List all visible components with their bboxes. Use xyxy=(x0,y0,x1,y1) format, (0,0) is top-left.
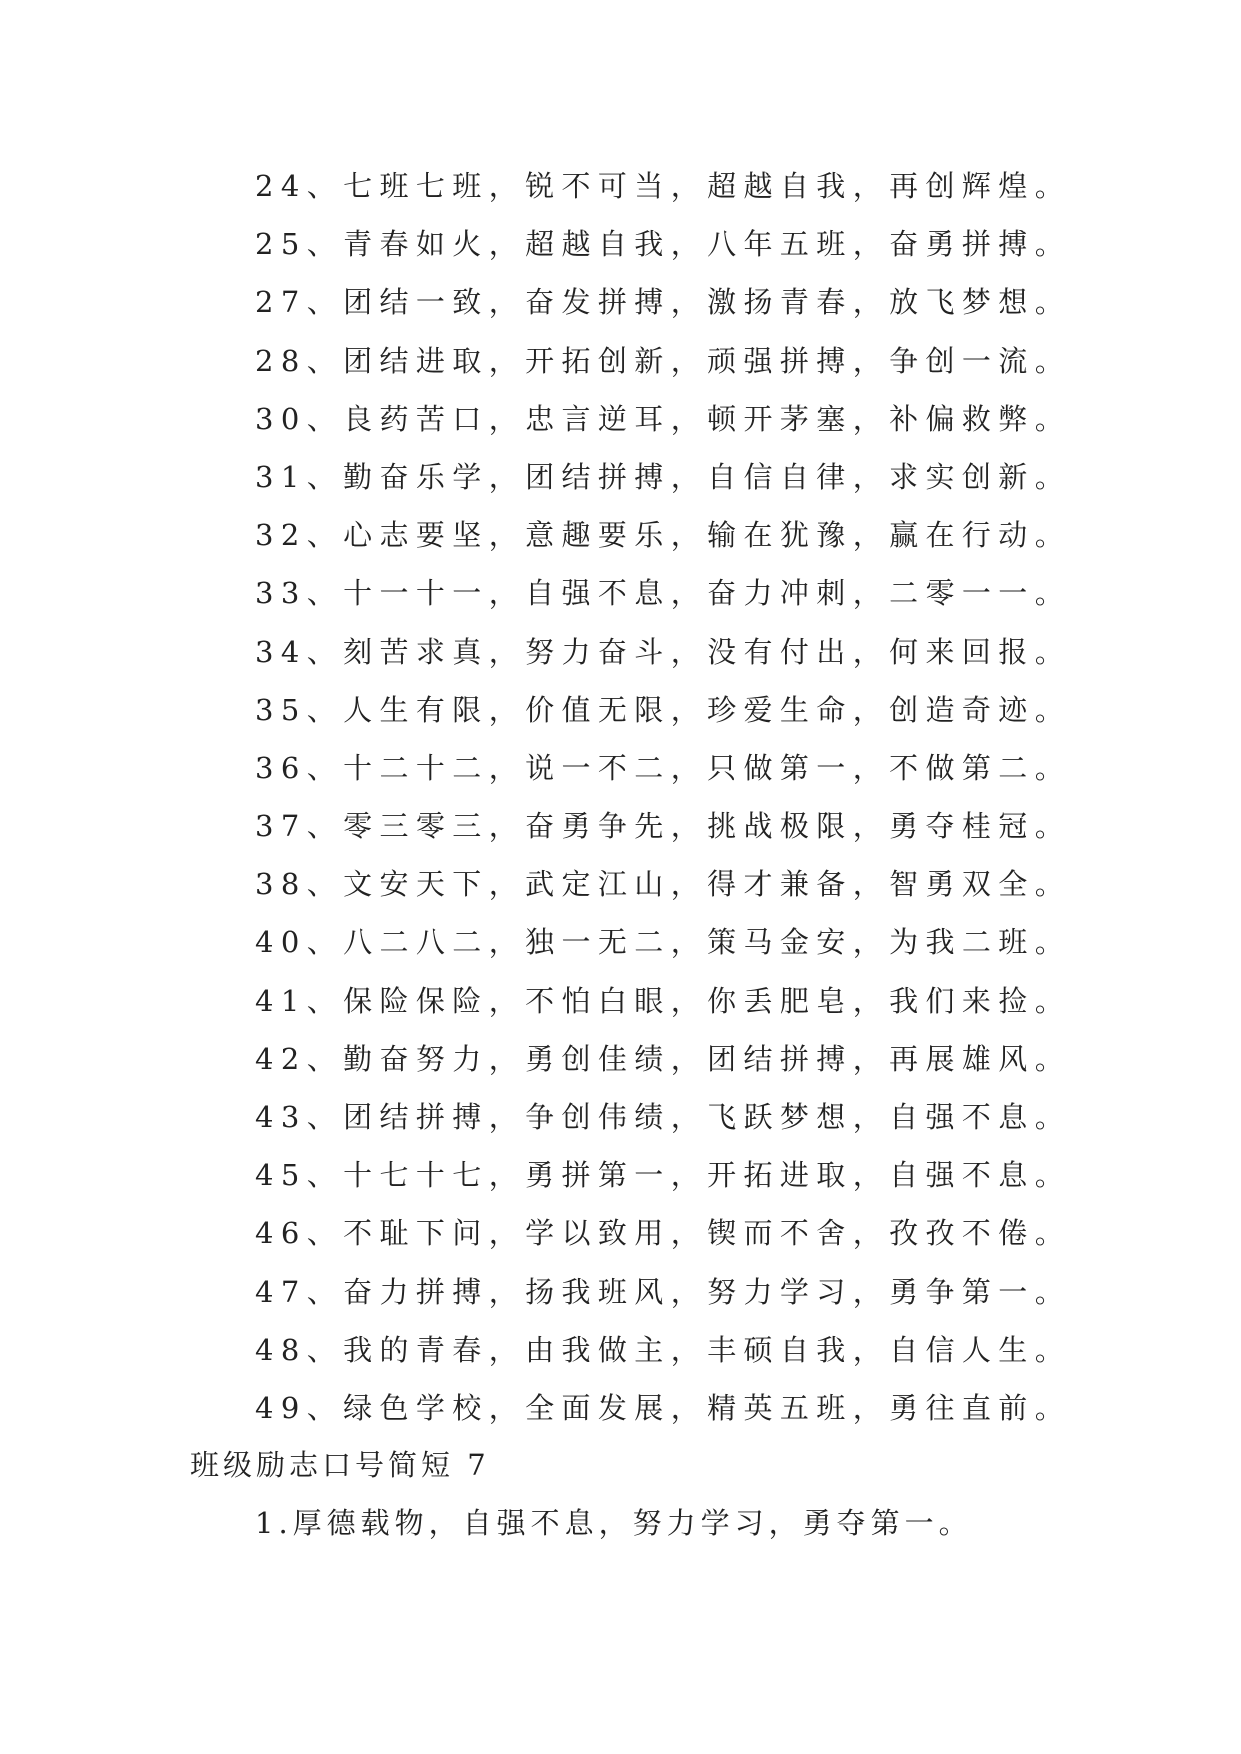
slogan-line: 1.厚德载物，自强不息，努力学习，勇夺第一。 xyxy=(255,1506,973,1540)
section-heading: 班级励志口号简短 7 xyxy=(190,1448,490,1482)
slogan-line: 38、文安天下，武定江山，得才兼备，智勇双全。 xyxy=(255,867,1072,902)
slogan-line: 27、团结一致，奋发拼搏，激扬青春，放飞梦想。 xyxy=(255,285,1072,320)
slogan-line: 32、心志要坚，意趣要乐，输在犹豫，赢在行动。 xyxy=(255,518,1072,553)
slogan-line: 24、七班七班，锐不可当，超越自我，再创辉煌。 xyxy=(255,169,1072,203)
slogan-list xyxy=(255,157,1072,1437)
slogan-line: 41、保险保险，不怕白眼，你丢肥皂，我们来捡。 xyxy=(255,983,1072,1018)
slogan-line: 40、八二八二，独一无二，策马金安，为我二班。 xyxy=(255,925,1072,960)
slogan-line: 35、人生有限，价值无限，珍爱生命，创造奇迹。 xyxy=(255,692,1072,727)
slogan-line: 36、十二十二，说一不二，只做第一，不做第二。 xyxy=(255,750,1072,785)
slogan-line: 49、绿色学校，全面发展，精英五班，勇往直前。 xyxy=(255,1390,1072,1425)
slogan-line: 33、十一十一，自强不息，奋力冲刺，二零一一。 xyxy=(255,576,1072,611)
slogan-line: 42、勤奋努力，勇创佳绩，团结拼搏，再展雄风。 xyxy=(255,1041,1072,1076)
slogan-line: 48、我的青春，由我做主，丰硕自我，自信人生。 xyxy=(255,1332,1072,1367)
slogan-line: 37、零三零三，奋勇争先，挑战极限，勇夺桂冠。 xyxy=(255,809,1072,844)
slogan-line: 31、勤奋乐学，团结拼搏，自信自律，求实创新。 xyxy=(255,459,1072,494)
slogan-line: 43、团结拼搏，争创伟绩，飞跃梦想，自强不息。 xyxy=(255,1100,1072,1134)
slogan-line: 25、青春如火，超越自我，八年五班，奋勇拼搏。 xyxy=(255,227,1072,262)
slogan-line: 47、奋力拼搏，扬我班风，努力学习，勇争第一。 xyxy=(255,1274,1072,1309)
slogan-line: 45、十七十七，勇拼第一，开拓进取，自强不息。 xyxy=(255,1158,1072,1193)
slogan-line: 30、良药苦口，忠言逆耳，顿开茅塞，补偏救弊。 xyxy=(255,401,1072,436)
slogan-line: 46、不耻下问，学以致用，锲而不舍，孜孜不倦。 xyxy=(255,1216,1072,1251)
slogan-line: 28、团结进取，开拓创新，顽强拼搏，争创一流。 xyxy=(255,343,1072,378)
slogan-line: 34、刻苦求真，努力奋斗，没有付出，何来回报。 xyxy=(255,634,1072,669)
